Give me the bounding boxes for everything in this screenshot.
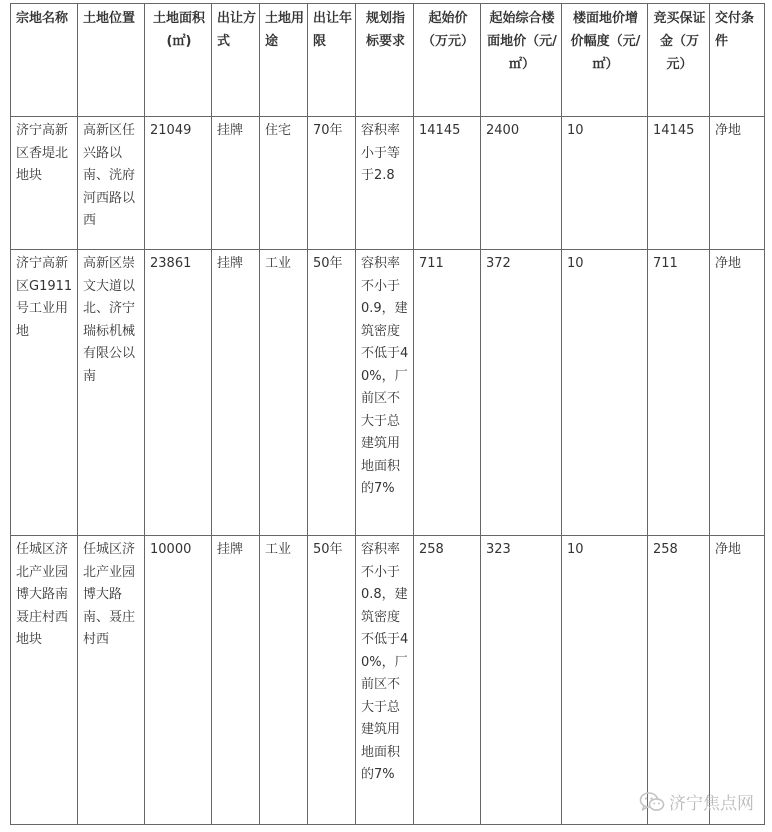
cell-location: 任城区济北产业园博大路南、聂庄村西	[78, 536, 145, 825]
cell-floor-price: 372	[481, 250, 562, 536]
cell-term: 50年	[308, 250, 356, 536]
cell-location: 高新区任兴路以南、洸府河西路以西	[78, 117, 145, 250]
watermark-text: 济宁焦点网	[669, 794, 754, 814]
cell-planning: 容积率小于等于2.8	[356, 117, 414, 250]
cell-start-price: 711	[414, 250, 481, 536]
cell-planning: 容积率不小于0.9，建筑密度不低于40%，厂前区不大于总建筑用地面积的7%	[356, 250, 414, 536]
cell-area: 10000	[145, 536, 212, 825]
table-row	[11, 250, 765, 536]
header-location: 土地位置	[78, 4, 145, 117]
cell-location: 高新区崇文大道以北、济宁瑞标机械有限公以南	[78, 250, 145, 536]
cell-area: 21049	[145, 117, 212, 250]
cell-delivery: 净地	[710, 536, 765, 825]
cell-transfer-method: 挂牌	[212, 117, 260, 250]
wechat-icon	[639, 791, 665, 813]
table-header-row	[11, 4, 765, 117]
watermark	[639, 789, 754, 814]
header-area: 土地面积(㎡)	[145, 4, 212, 117]
cell-deposit: 711	[648, 250, 710, 536]
cell-term: 50年	[308, 536, 356, 825]
cell-start-price: 258	[414, 536, 481, 825]
table-row	[11, 117, 765, 250]
cell-transfer-method: 挂牌	[212, 536, 260, 825]
header-increment: 楼面地价增价幅度（元/㎡）	[562, 4, 648, 117]
header-term: 出让年限	[308, 4, 356, 117]
cell-increment: 10	[562, 536, 648, 825]
cell-land-use: 工业	[260, 536, 308, 825]
cell-parcel-name: 任城区济北产业园博大路南聂庄村西地块	[11, 536, 78, 825]
table-row	[11, 536, 765, 825]
cell-parcel-name: 济宁高新区G1911号工业用地	[11, 250, 78, 536]
cell-delivery: 净地	[710, 117, 765, 250]
cell-deposit: 258	[648, 536, 710, 825]
cell-deposit: 14145	[648, 117, 710, 250]
cell-planning: 容积率不小于0.8，建筑密度不低于40%，厂前区不大于总建筑用地面积的7%	[356, 536, 414, 825]
header-deposit: 竞买保证金（万元）	[648, 4, 710, 117]
cell-floor-price: 2400	[481, 117, 562, 250]
cell-land-use: 工业	[260, 250, 308, 536]
header-land-use: 土地用途	[260, 4, 308, 117]
cell-increment: 10	[562, 117, 648, 250]
cell-start-price: 14145	[414, 117, 481, 250]
cell-term: 70年	[308, 117, 356, 250]
land-auction-table	[10, 3, 765, 825]
cell-floor-price: 323	[481, 536, 562, 825]
land-auction-sheet	[10, 3, 764, 829]
cell-land-use: 住宅	[260, 117, 308, 250]
cell-transfer-method: 挂牌	[212, 250, 260, 536]
header-parcel-name: 宗地名称	[11, 4, 78, 117]
cell-delivery: 净地	[710, 250, 765, 536]
cell-increment: 10	[562, 250, 648, 536]
cell-parcel-name: 济宁高新区香堤北地块	[11, 117, 78, 250]
cell-area: 23861	[145, 250, 212, 536]
header-start-price: 起始价（万元）	[414, 4, 481, 117]
header-transfer-method: 出让方式	[212, 4, 260, 117]
header-planning: 规划指标要求	[356, 4, 414, 117]
header-delivery: 交付条件	[710, 4, 765, 117]
header-floor-price: 起始综合楼面地价（元/㎡）	[481, 4, 562, 117]
